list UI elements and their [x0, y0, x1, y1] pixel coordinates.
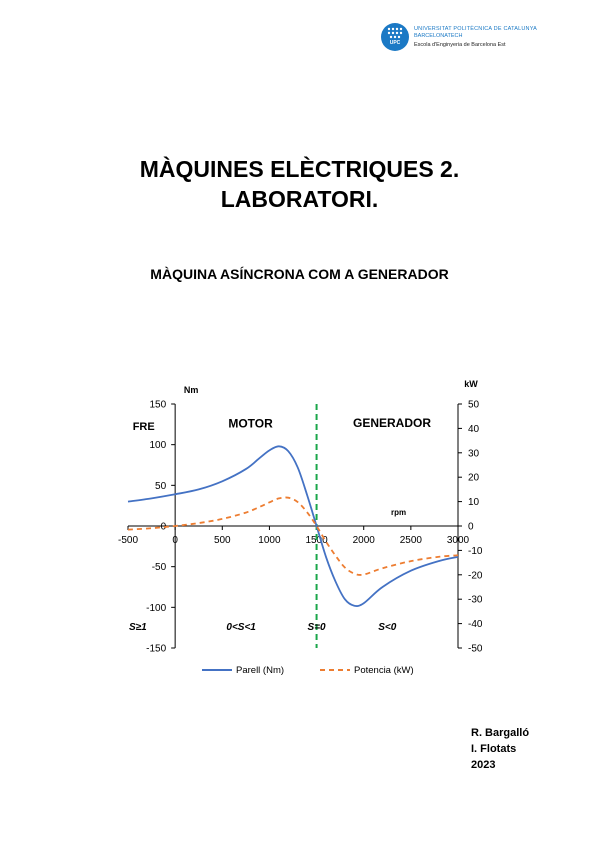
y-left-tick-label: -50: [151, 562, 167, 574]
torque-power-chart: [110, 378, 490, 688]
x-tick-label: 3000: [446, 535, 470, 546]
y-right-tick-label: -40: [468, 619, 483, 631]
y-right-tick-label: -20: [468, 570, 483, 582]
x-tick-label: 1000: [258, 535, 281, 546]
logo-school-name: Escola d'Enginyeria de Barcelona Est: [414, 42, 506, 48]
author-1: R. Bargalló: [471, 727, 530, 739]
x-tick-label: -500: [117, 535, 139, 546]
author-2: I. Flotats: [471, 743, 517, 755]
y-right-tick-label: -50: [468, 643, 483, 655]
region-label-s-motor: 0<S<1: [226, 622, 256, 634]
y-right-tick-label: 40: [468, 423, 480, 435]
y-left-tick-label: -100: [146, 602, 167, 614]
region-label-fre: FRE: [132, 421, 155, 434]
x-tick-label: 500: [213, 535, 231, 546]
authors-block: [471, 725, 529, 773]
region-label-motor: MOTOR: [228, 416, 273, 431]
y-right-tick-label: 30: [468, 448, 480, 460]
logo-badge: UPC: [389, 40, 401, 46]
y-right-tick-label: 50: [468, 399, 480, 411]
x-axis-label: rpm: [391, 508, 407, 517]
x-tick-label: 0: [172, 535, 178, 546]
page-title-line1: MÀQUINES ELÈCTRIQUES 2.: [139, 156, 460, 182]
y-right-tick-label: -30: [468, 594, 483, 606]
region-label-generador: GENERADOR: [352, 415, 432, 430]
y-left-tick-label: 50: [155, 480, 167, 492]
page-subtitle: MÀQUINA ASÍNCRONA COM A GENERADOR: [150, 266, 449, 282]
logo-barcelonatech: BARCELONATECH: [414, 33, 463, 39]
region-label-s-sync: S=0: [307, 622, 326, 634]
y-left-tick-label: 0: [160, 521, 167, 533]
region-label-s-fre: S≥1: [128, 622, 147, 634]
logo-dots-icon: [386, 27, 404, 41]
upc-logo-icon: [381, 23, 409, 51]
legend-label-torque: Parell (Nm): [236, 665, 285, 676]
y-right-axis-label: kW: [464, 379, 478, 389]
legend-label-power: Potencia (kW): [354, 665, 414, 676]
y-left-tick-label: 150: [149, 399, 167, 411]
x-tick-label: 1500: [305, 535, 328, 546]
y-left-axis-label: Nm: [183, 385, 199, 395]
y-right-tick-label: -10: [468, 545, 483, 557]
x-tick-label: 2500: [399, 535, 422, 546]
y-right-tick-label: 20: [468, 472, 480, 484]
y-left-tick-label: -150: [146, 643, 167, 655]
page-title-line2: LABORATORI.: [220, 186, 379, 212]
upc-logo: [381, 23, 541, 57]
y-right-tick-label: 0: [468, 521, 474, 533]
y-right-tick-label: 10: [468, 497, 480, 509]
year: 2023: [471, 759, 496, 771]
y-left-tick-label: 100: [149, 440, 167, 452]
x-tick-label: 2000: [352, 535, 375, 546]
logo-university-name: UNIVERSITAT POLITÈCNICA DE CATALUNYA: [414, 26, 538, 32]
region-label-s-gen: S<0: [378, 622, 397, 634]
